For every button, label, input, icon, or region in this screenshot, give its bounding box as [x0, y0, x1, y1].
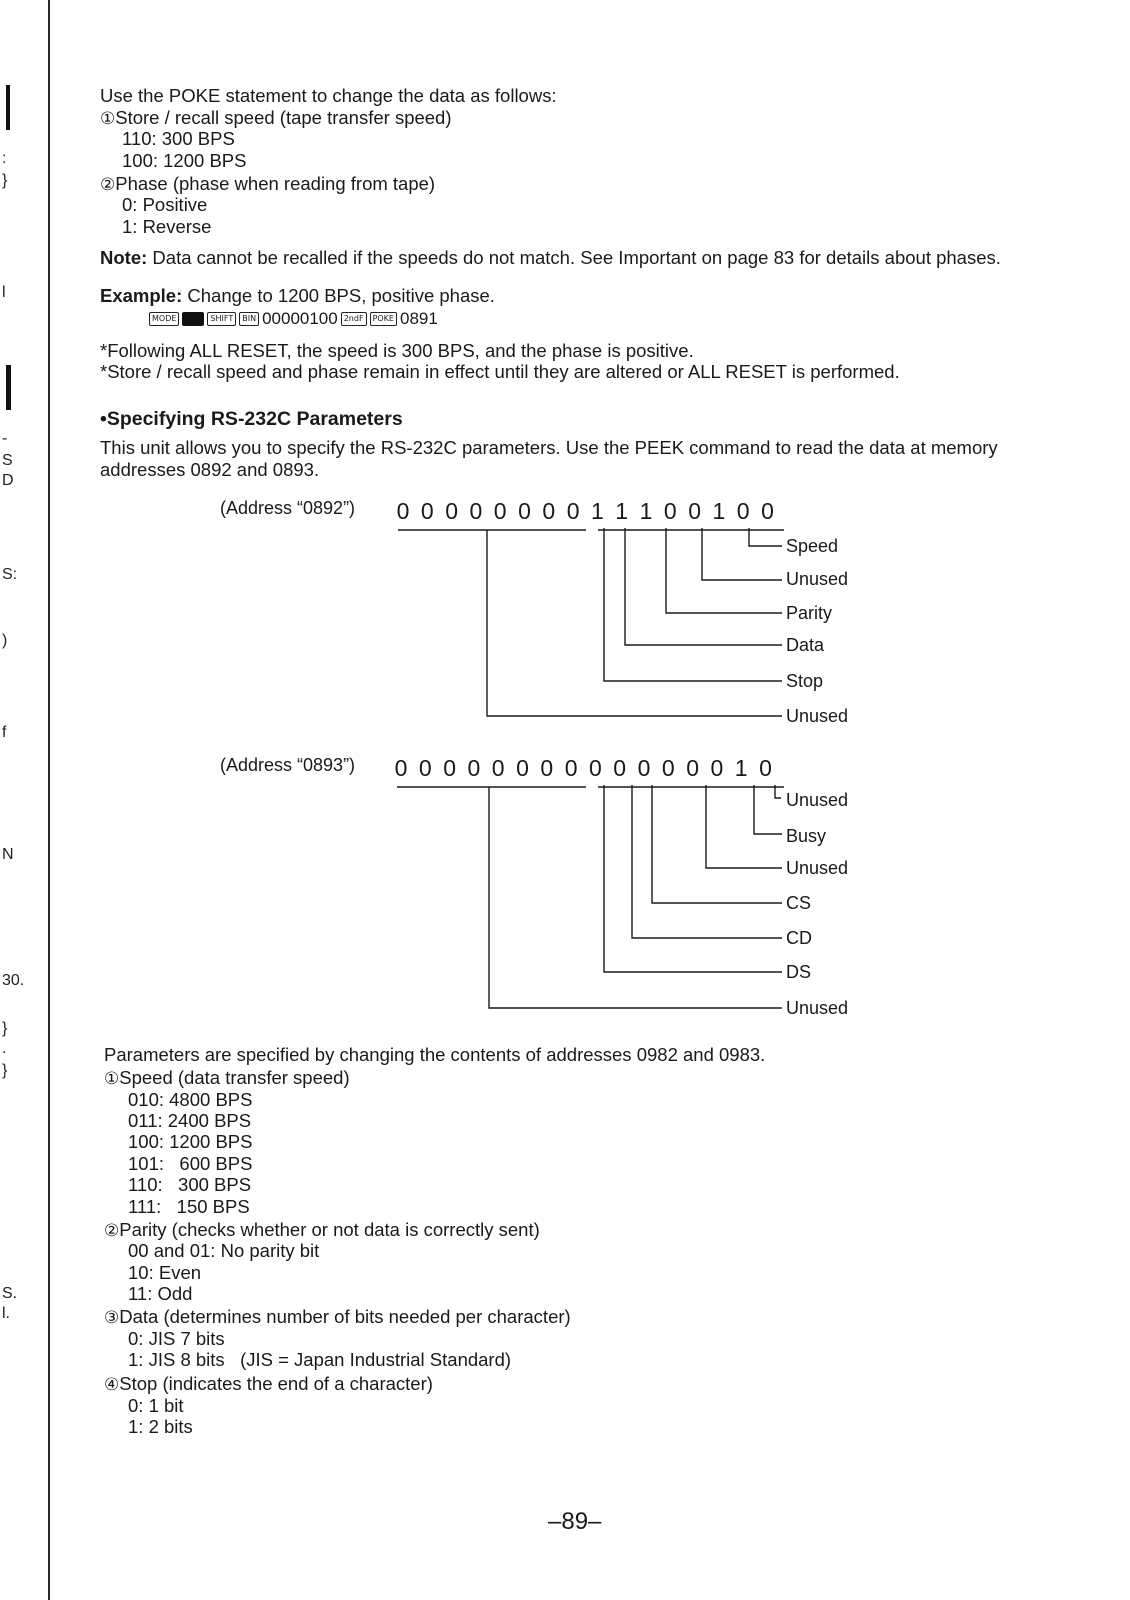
address-label: (Address “0893”) [220, 755, 356, 775]
bit-digit: 0 [540, 755, 554, 781]
edge-fragment: S. [2, 1285, 18, 1302]
data-item [104, 1306, 571, 1329]
field-label-speed: Speed [786, 536, 839, 556]
item-title: Phase (phase when reading from tape) [115, 173, 436, 194]
bit-digit: 0 [663, 498, 677, 524]
rs232-intro: This unit allows you to specify the RS-232C parameters. Use the PEEK command to read the data at memory [100, 437, 998, 458]
field-label-ds: DS [786, 962, 812, 982]
bit-digit: 1 [639, 498, 653, 524]
key-value: 00000100 [262, 309, 338, 328]
busy-leader [754, 785, 782, 834]
address-0892-diagram [220, 498, 848, 726]
edge-fragment: 30. [2, 972, 25, 989]
item-value: 110: 300 BPS [128, 1174, 252, 1195]
item-value: 111: 150 BPS [128, 1196, 250, 1217]
item-value: 10: Even [128, 1262, 202, 1283]
item-title: Data (determines number of bits needed per character) [119, 1306, 571, 1327]
ds-leader [604, 785, 782, 972]
bit-digit: 0 [443, 755, 456, 781]
key-address: 0891 [399, 309, 438, 328]
bit-digit: 0 [637, 755, 651, 781]
bit-digit: 0 [710, 755, 724, 781]
parity-leader [666, 528, 782, 613]
rs232-intro: addresses 0892 and 0893. [100, 459, 320, 480]
edge-fragment: l [2, 284, 6, 301]
field-label-unused: Unused [786, 790, 849, 810]
item-marker: ④ [104, 1375, 120, 1394]
example-text: Change to 1200 BPS, positive phase. [187, 285, 495, 306]
item-value: 0: JIS 7 bits [128, 1328, 225, 1349]
item-marker: ① [100, 109, 116, 128]
cd-leader [632, 785, 782, 938]
params-intro: Parameters are specified by changing the contents of addresses 0982 and 0983. [104, 1044, 766, 1065]
bit-digit: 0 [686, 755, 699, 781]
stop-leader [604, 528, 782, 681]
item-marker: ② [100, 175, 116, 194]
field-label-unused: Unused [786, 569, 849, 589]
cs-leader [652, 785, 782, 903]
unused-leader [489, 787, 782, 1008]
unused-leader [702, 528, 782, 580]
edge-fragment: D [2, 472, 14, 489]
item-value: 1: 2 bits [128, 1416, 193, 1437]
second-function-key: 2ndF [341, 312, 367, 326]
item-value: 11: Odd [128, 1283, 193, 1304]
edge-fragment: } [2, 1020, 8, 1037]
edge-fragment: - [2, 430, 8, 447]
bit-digit: 0 [418, 755, 432, 781]
bit-string [397, 498, 774, 524]
bit-digit: 0 [566, 498, 580, 524]
edge-fragment: : [2, 150, 7, 167]
footnote: *Following ALL RESET, the speed is 300 BPS, and the phase is positive. [100, 340, 694, 361]
bit-digit: 0 [688, 498, 701, 524]
note-label: Note: [100, 247, 148, 268]
edge-fragment: f [2, 724, 7, 741]
address-0893-diagram [220, 755, 848, 1018]
bit-digit: 0 [759, 755, 772, 781]
bit-digit: 0 [736, 498, 750, 524]
item-value: 1: Reverse [122, 216, 212, 237]
bit-digit: 0 [396, 498, 410, 524]
page-number: –89– [548, 1508, 602, 1535]
bit-digit: 0 [469, 498, 483, 524]
edge-fragment: } [2, 1062, 8, 1079]
field-label-parity: Parity [786, 603, 833, 623]
edge-fragment: } [2, 172, 8, 189]
item-title: Store / recall speed (tape transfer speed) [115, 107, 452, 128]
unused-leader [487, 530, 782, 716]
parity-item [104, 1219, 540, 1242]
item-title: Stop (indicates the end of a character) [119, 1373, 433, 1394]
bin-key: BIN [239, 312, 259, 326]
item-value: 101: 600 BPS [128, 1153, 253, 1174]
bit-digit: 0 [420, 498, 434, 524]
bit-digit: 1 [712, 498, 726, 524]
example-label: Example: [100, 285, 183, 306]
field-label-unused: Unused [786, 998, 849, 1018]
section-heading: •Specifying RS-232C Parameters [100, 408, 403, 430]
edge-fragment: l. [2, 1305, 10, 1322]
item-value: 100: 1200 BPS [122, 150, 247, 171]
bit-digit: 1 [734, 755, 748, 781]
unused-leader [706, 785, 782, 868]
item-value: 0: Positive [122, 194, 208, 215]
note-text: Data cannot be recalled if the speeds do not match. See Important on page 83 for details about phases. [152, 247, 1001, 268]
bit-digit: 1 [591, 498, 604, 524]
bit-digit: 0 [467, 755, 481, 781]
edge-fragment: . [2, 1040, 7, 1057]
item-value: 110: 300 BPS [122, 128, 235, 149]
bit-digit: 0 [518, 498, 531, 524]
item-value: 010: 4800 BPS [128, 1089, 253, 1110]
item-title: Speed (data transfer speed) [119, 1067, 350, 1088]
poke-key: POKE [370, 312, 397, 326]
edge-fragment: N [2, 846, 14, 863]
footnote: *Store / recall speed and phase remain in effect until they are altered or ALL RESET is performed. [100, 361, 900, 382]
item-value: 00 and 01: No parity bit [128, 1240, 320, 1261]
bit-digit: 0 [761, 498, 774, 524]
field-label-unused: Unused [786, 706, 849, 726]
edge-fragment: S [2, 452, 13, 469]
bit-digit: 0 [542, 498, 556, 524]
bit-digit: 1 [615, 498, 629, 524]
address-label: (Address “0892”) [220, 498, 356, 518]
speed-item [104, 1067, 350, 1090]
item-title: Parity (checks whether or not data is correctly sent) [119, 1219, 540, 1240]
bit-digit: 0 [564, 755, 578, 781]
poke-intro: Use the POKE statement to change the data as follows: [100, 85, 557, 106]
field-label-unused: Unused [786, 858, 849, 878]
field-label-cd: CD [786, 928, 812, 948]
item-marker: ③ [104, 1308, 120, 1327]
item-value: 1: JIS 8 bits (JIS = Japan Industrial Standard) [128, 1349, 512, 1370]
bit-digit: 0 [394, 755, 408, 781]
field-label-stop: Stop [786, 671, 824, 691]
bit-digit: 0 [445, 498, 458, 524]
bit-digit: 0 [661, 755, 675, 781]
bit-digit: 0 [613, 755, 627, 781]
bit-digit: 0 [516, 755, 529, 781]
item-value: 011: 2400 BPS [128, 1110, 252, 1131]
field-label-busy: Busy [786, 826, 827, 846]
edge-fragment: S: [2, 566, 18, 583]
mode-key: MODE [149, 312, 179, 326]
stop-item [104, 1373, 433, 1396]
bit-digit: 0 [493, 498, 507, 524]
item-marker: ① [104, 1069, 120, 1088]
field-label-cs: CS [786, 893, 812, 913]
edge-fragment: ) [2, 632, 8, 649]
item-value: 0: 1 bit [128, 1395, 184, 1416]
bit-digit: 0 [589, 755, 602, 781]
shift-key: SHIFT [207, 312, 236, 326]
bit-string [395, 755, 772, 781]
field-label-data: Data [786, 635, 825, 655]
item-value: 100: 1200 BPS [128, 1131, 253, 1152]
bit-digit: 0 [491, 755, 505, 781]
item-marker: ② [104, 1221, 120, 1240]
